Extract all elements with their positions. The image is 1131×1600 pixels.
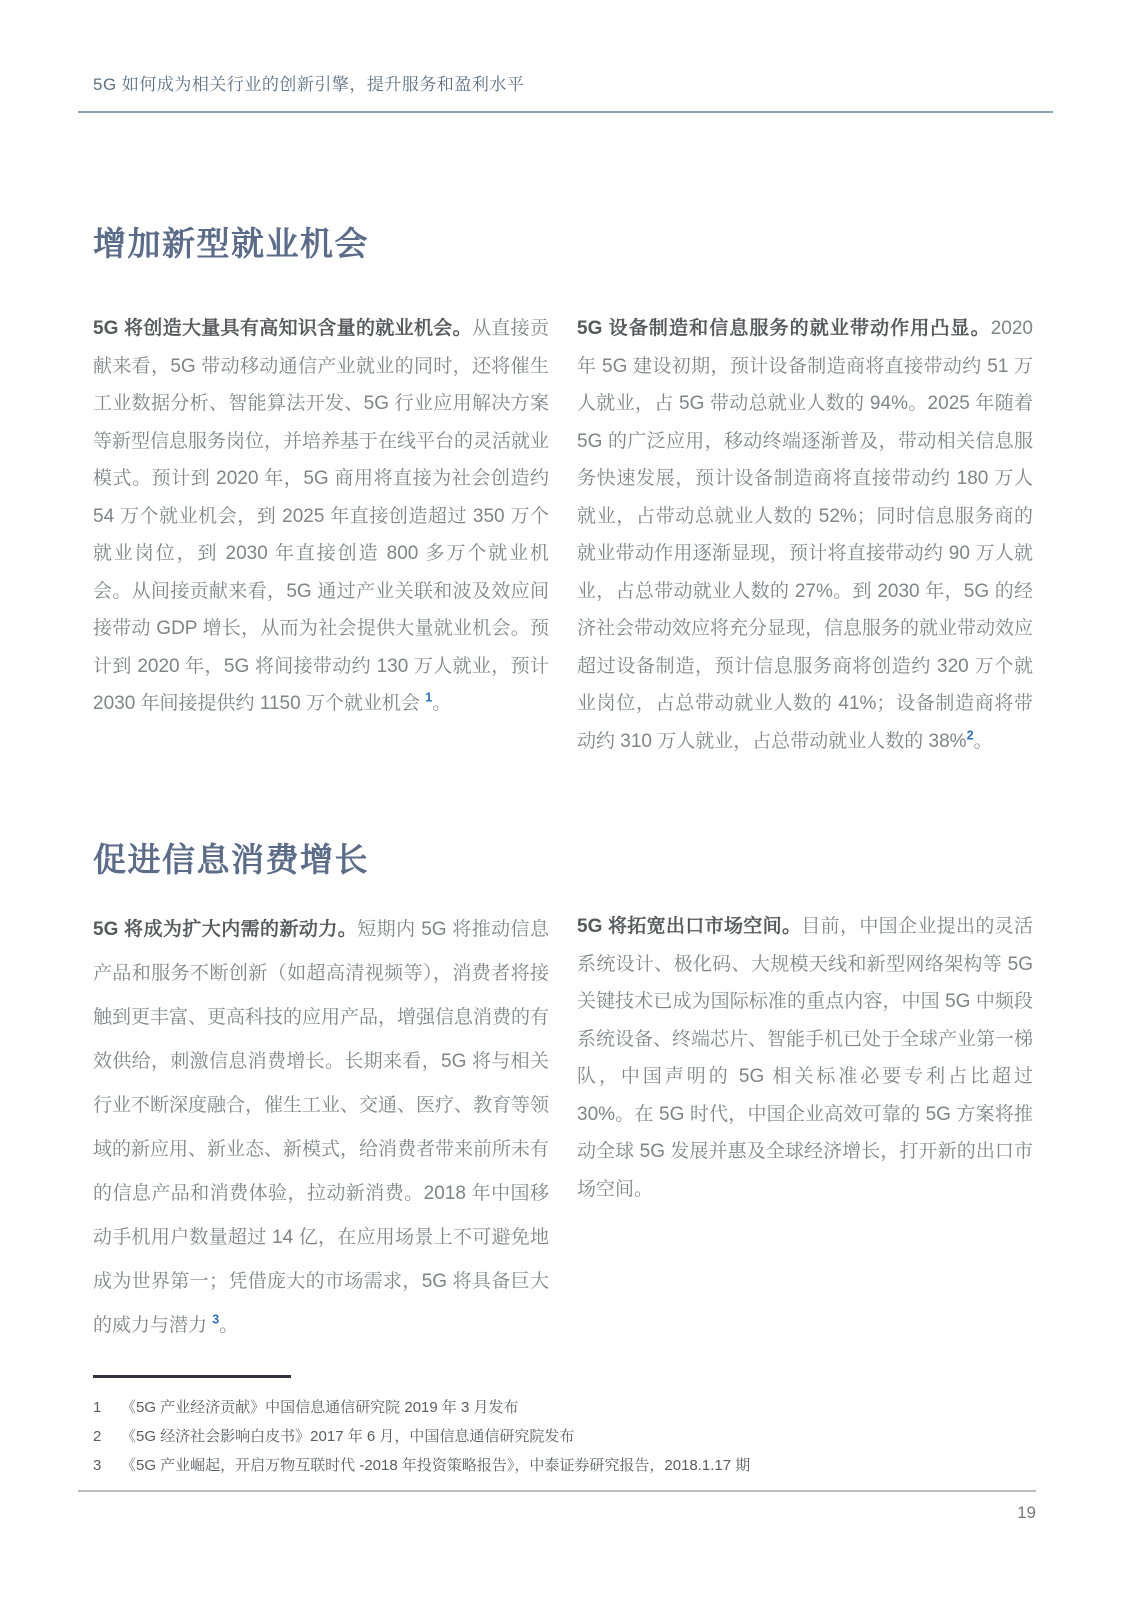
footnote-text: 《5G 产业崛起，开启万物互联时代 -2018 年投资策略报告》，中泰证券研究报告，2018.1.17 期	[121, 1457, 751, 1474]
footnote-divider	[93, 1375, 291, 1378]
body-text: 2020 年 5G 建设初期，预计设备制造商将直接带动约 51 万人就业，占 5G 带动总就业人数的 94%。2025 年随着 5G 的广泛应用，移动终端逐渐普及，带动相关信息服务快速发展，预计设备制造商将直接带动约 180 万人就业，占带动总就业人数的 52%；同时信息服务商的就业带动作用逐渐显现，预计将直接带动约 90 万人就业，占总带动就业人数的 27%。到 2030 年，5G 的经济社会带动效应将充分显现，信息服务的就业带动效应超过设备制造，预计信息服务商将创造约 320 万个就业岗位，占总带动就业人数的 41%；设备制造商将带动约 310 万人就业，占总带动就业人数的 38%	[577, 318, 1034, 752]
body-text: 短期内 5G 将推动信息产品和服务不断创新（如超高清视频等），消费者将接触到更丰富、更高科技的应用产品，增强信息消费的有效供给，刺激信息消费增长。长期来看，5G 将与相关行业不断深度融合，催生工业、交通、医疗、教育等领域的新应用、新业态、新模式，给消费者带来前所未有的信息产品和消费体验，拉动新消费。2018 年中国移动手机用户数量超过 14 亿，在应用场景上不可避免地成为世界第一；凭借庞大的市场需求，5G 将具备巨大的威力与潜力	[93, 919, 550, 1336]
column-left	[93, 310, 549, 760]
running-header: 5G 如何成为相关行业的创新引擎，提升服务和盈利水平	[93, 75, 525, 94]
column-right	[577, 908, 1033, 1348]
header-divider	[78, 111, 1053, 113]
footnote-text: 《5G 产业经济贡献》中国信息通信研究院 2019 年 3 月发布	[121, 1399, 519, 1416]
footnote-text: 《5G 经济社会影响白皮书》2017 年 6 月，中国信息通信研究院发布	[121, 1428, 575, 1445]
page-number: 19	[1017, 1503, 1036, 1522]
footnote	[93, 1422, 1033, 1451]
footnote	[93, 1393, 1033, 1422]
footer-divider	[78, 1490, 1036, 1492]
footnote-ref-3: 3	[212, 1312, 220, 1327]
footnote-ref-1: 1	[425, 690, 433, 705]
footnote-ref-2: 2	[966, 728, 974, 743]
footnote	[93, 1451, 1033, 1480]
body-text: 从直接贡献来看，5G 带动移动通信产业就业的同时，还将催生工业数据分析、智能算法开发、5G 行业应用解决方案等新型信息服务岗位，并培养基于在线平台的灵活就业模式。预计到 2020 年，5G 商用将直接为社会创造约 54 万个就业机会，到 2025 年直接创造超过 350 万个就业岗位，到 2030 年直接创造 800 多万个就业机会。从间接贡献来看，5G 通过产业关联和波及效应间接带动 GDP 增长，从而为社会提供大量就业机会。预计到 2020 年，5G 将间接带动约 130 万人就业，预计 2030 年间接提供约 1150 万个就业机会	[93, 318, 550, 714]
section-employment-columns	[93, 310, 1033, 760]
section-title-consumption: 促进信息消费增长	[93, 841, 369, 879]
paragraph	[93, 908, 549, 1348]
footnote-number: 3	[93, 1457, 102, 1474]
paragraph	[93, 310, 549, 723]
lead-sentence: 5G 将拓宽出口市场空间。	[577, 916, 802, 937]
paragraph	[577, 310, 1033, 760]
lead-sentence: 5G 将创造大量具有高知识含量的就业机会。	[93, 318, 472, 339]
body-tail: 。	[973, 730, 993, 752]
body-tail: 。	[432, 693, 452, 714]
column-right	[577, 310, 1033, 760]
column-left	[93, 908, 549, 1348]
body-text: 目前，中国企业提出的灵活系统设计、极化码、大规模天线和新型网络架构等 5G 关键技术已成为国际标准的重点内容，中国 5G 中频段系统设备、终端芯片、智能手机已处于全球产业第一梯队，中国声明的 5G 相关标准必要专利占比超过 30%。在 5G 时代，中国企业高效可靠的 5G 方案将推动全球 5G 发展并惠及全球经济增长，打开新的出口市场空间。	[577, 916, 1034, 1200]
lead-sentence: 5G 将成为扩大内需的新动力。	[93, 919, 358, 940]
section-consumption-columns	[93, 908, 1033, 1348]
footnote-number: 1	[93, 1399, 102, 1416]
lead-sentence: 5G 设备制造和信息服务的就业带动作用凸显。	[577, 318, 991, 339]
footnotes	[93, 1393, 1033, 1480]
body-tail: 。	[219, 1315, 239, 1336]
paragraph	[577, 908, 1033, 1208]
footnote-number: 2	[93, 1428, 102, 1445]
section-title-employment: 增加新型就业机会	[93, 225, 369, 263]
